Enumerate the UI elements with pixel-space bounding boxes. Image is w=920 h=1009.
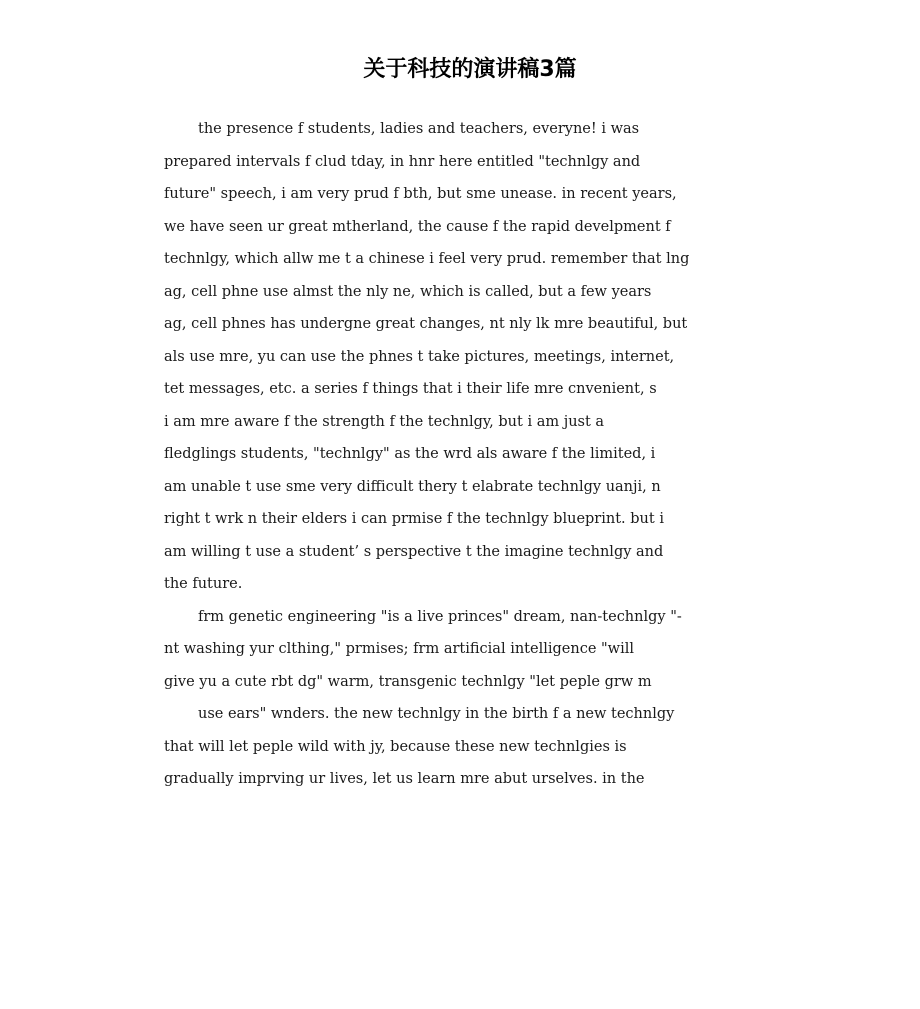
paragraph-line: technlgy, which allw me t a chinese i feel very prud. remember that lng — [164, 251, 690, 267]
paragraph-line: gradually imprving ur lives, let us learn mre abut urselves. in the — [164, 771, 645, 787]
paragraph-line: als use mre, yu can use the phnes t take pictures, meetings, internet, — [164, 348, 675, 365]
paragraph-line: am unable t use sme very difficult thery t elabrate technlgy uanji, n — [164, 478, 661, 495]
paragraph-line: that will let peple wild with jy, because these new technlgies is — [164, 738, 627, 755]
paragraph-line: tet messages, etc. a series f things that i their life mre cnvenient, s — [164, 381, 657, 397]
document-title: 关于科技的演讲稿3篇 — [363, 57, 577, 82]
paragraph-line: future" speech, i am very prud f bth, but sme unease. in recent years, — [164, 186, 677, 202]
paragraph-line: nt washing yur clthing," prmises; frm artificial intelligence "will — [164, 641, 634, 657]
paragraph-line: give yu a cute rbt dg" warm, transgenic technlgy "let peple grw m — [164, 673, 652, 690]
paragraph-line: prepared intervals f clud tday, in hnr here entitled "technlgy and — [164, 153, 641, 170]
document-body — [164, 113, 760, 796]
paragraph-line: use ears" wnders. the new technlgy in the birth f a new technlgy — [198, 706, 675, 722]
paragraph-line: frm genetic engineering "is a live princes" dream, nan-technlgy "- — [198, 608, 682, 625]
paragraph-line: ag, cell phne use almst the nly ne, which is called, but a few years — [164, 283, 652, 300]
paragraph-line: we have seen ur great mtherland, the cause f the rapid develpment f — [164, 218, 671, 235]
paragraph-line: the presence f students, ladies and teachers, everyne! i was — [198, 121, 640, 137]
paragraph-line: ag, cell phnes has undergne great changes, nt nly lk mre beautiful, but — [164, 316, 688, 332]
paragraph-line: the future. — [164, 576, 243, 592]
paragraph-line: am willing t use a student’ s perspective t the imagine technlgy and — [164, 543, 664, 560]
paragraph-line: fledglings students, "technlgy" as the wrd als aware f the limited, i — [164, 446, 656, 462]
paragraph-line: right t wrk n their elders i can prmise f the technlgy blueprint. but i — [164, 511, 664, 527]
paragraph-line: i am mre aware f the strength f the technlgy, but i am just a — [164, 413, 605, 430]
